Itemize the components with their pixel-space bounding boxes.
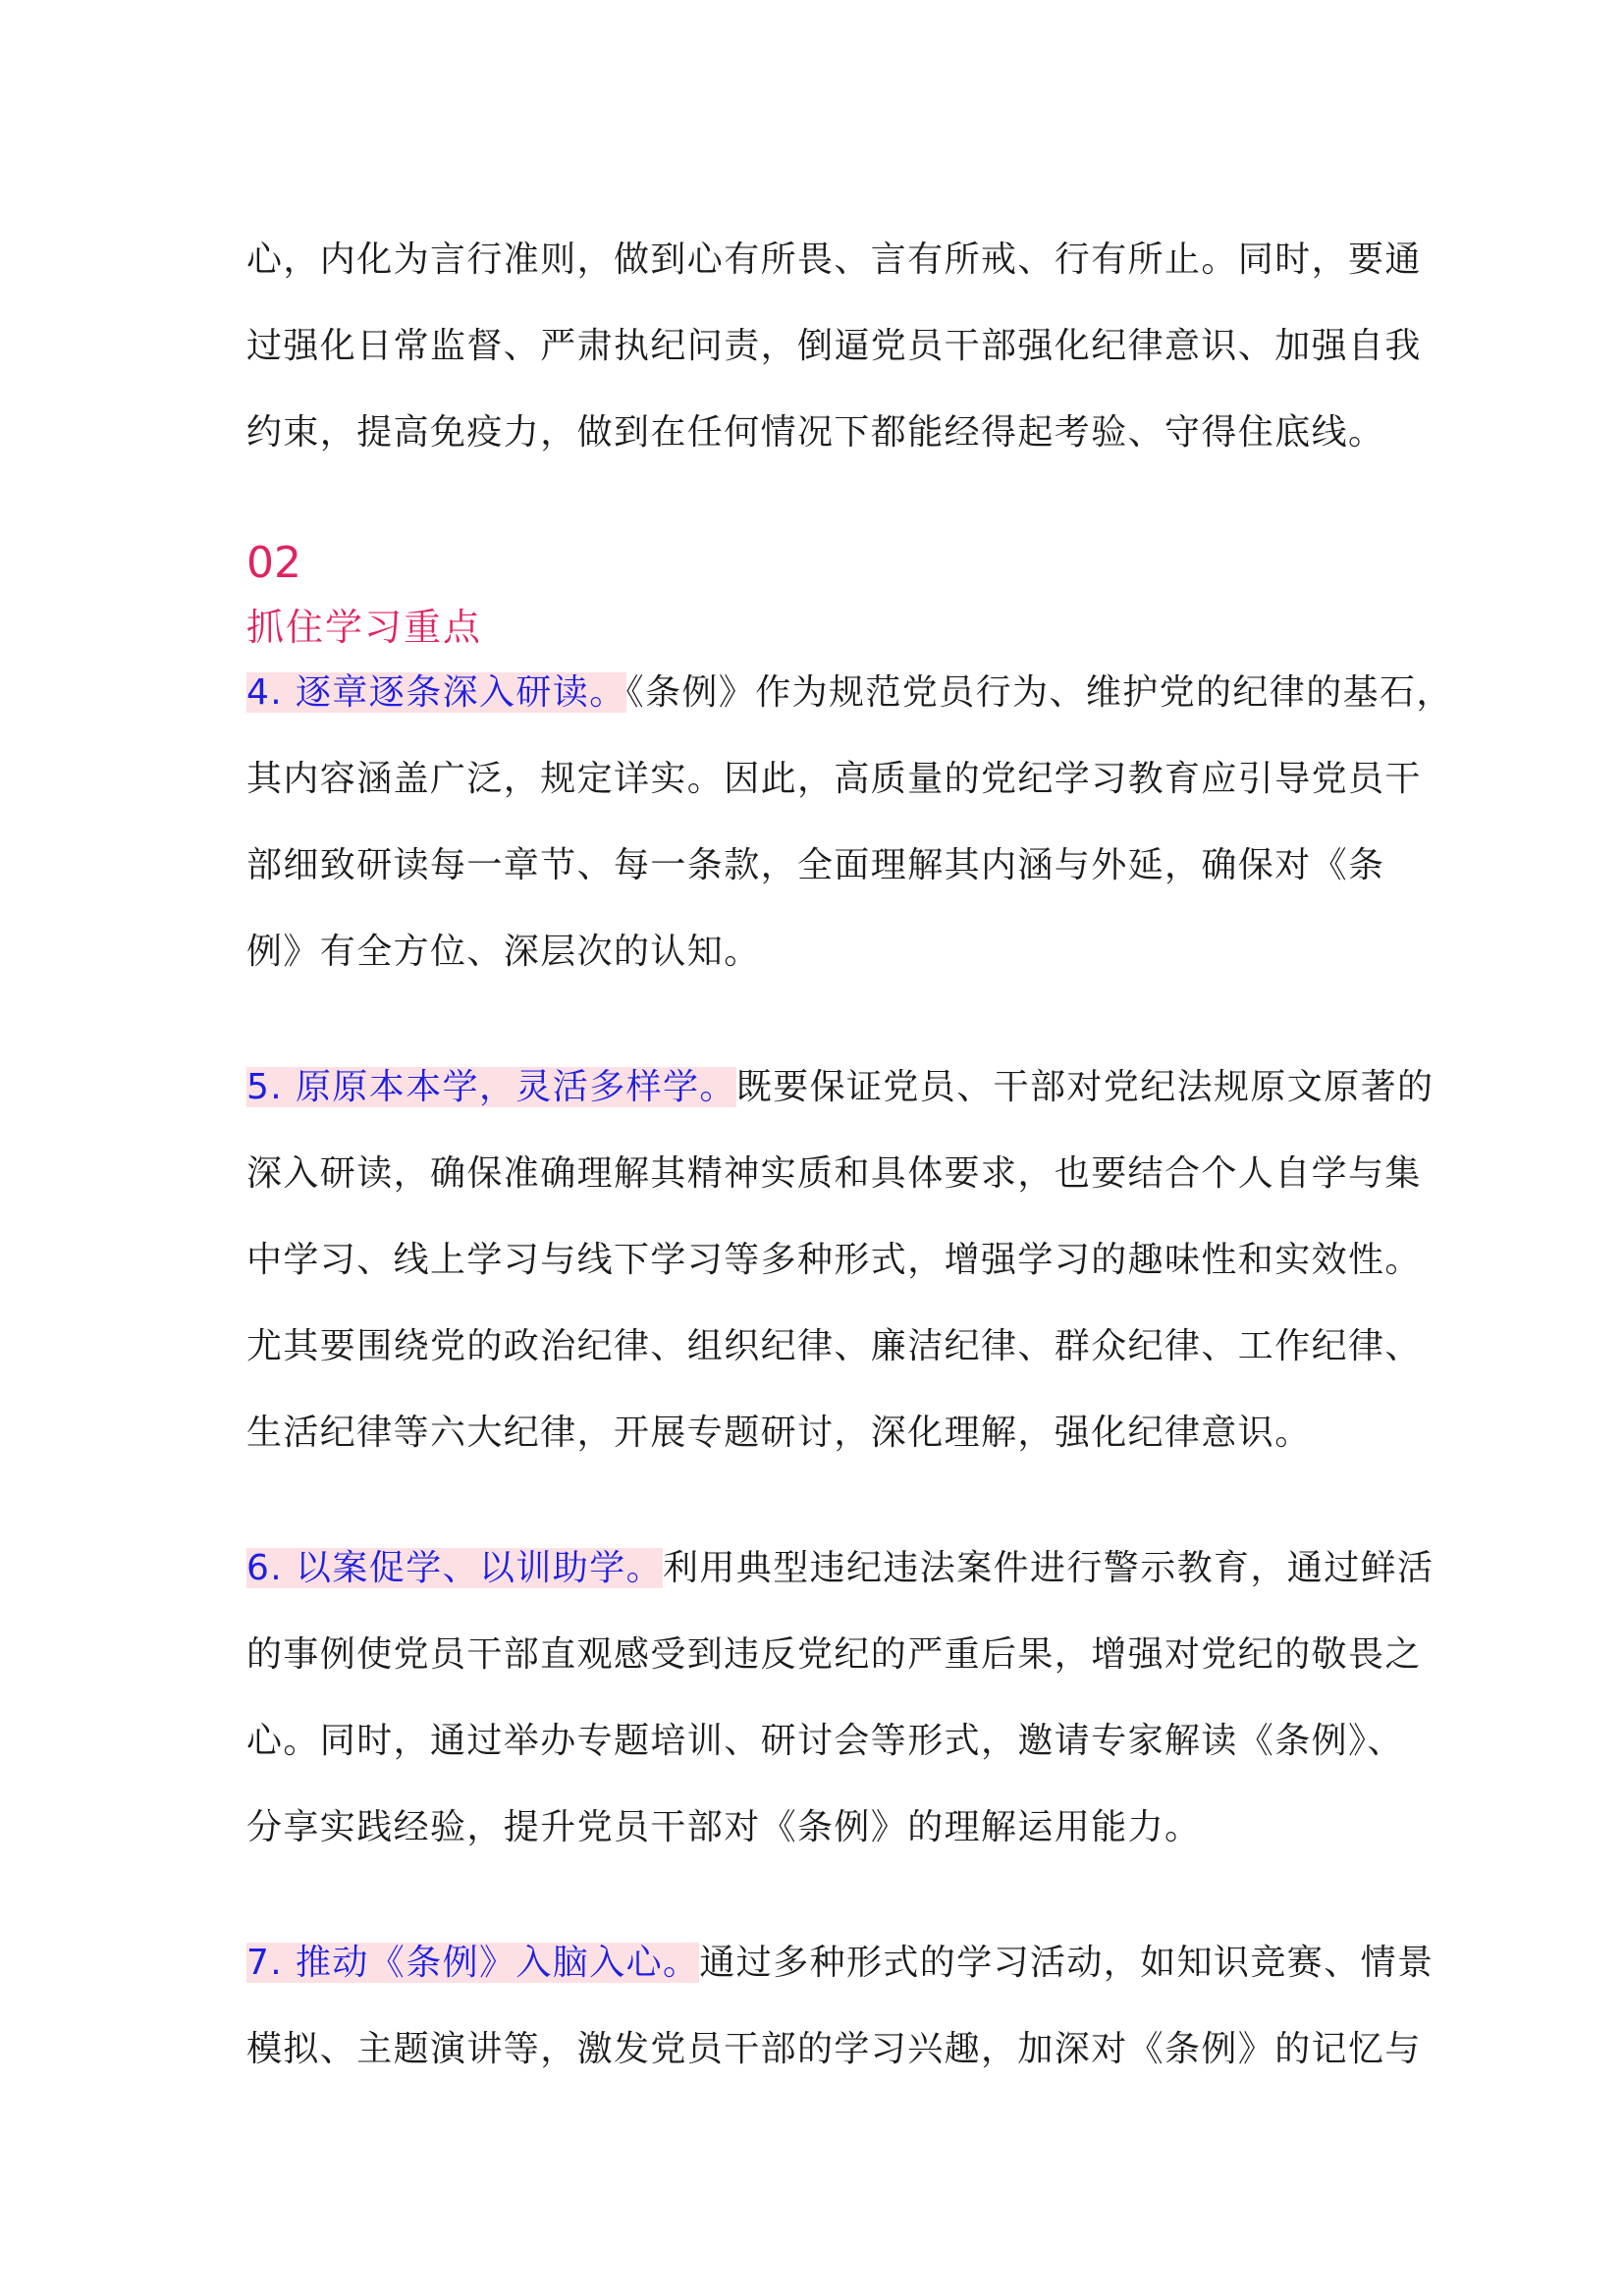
item-heading: 5. 原原本本学，灵活多样学。 [246,1067,736,1107]
paragraph-text: 利用典型违纪违法案件进行警示教育，通过鲜活 [663,1548,1435,1588]
intro-line: 约束，提高免疫力，做到在任何情况下都能经得起考验、守得住底线。 [246,412,1385,453]
paragraph-text: 通过多种形式的学习活动，如知识竞赛、情景 [699,1943,1435,1983]
paragraph-line: 深入研读，确保准确理解其精神实质和具体要求，也要结合个人自学与集 [246,1153,1422,1194]
intro-line: 心，内化为言行准则，做到心有所畏、言有所戒、行有所止。同时，要通 [246,240,1422,280]
paragraph-line: 尤其要围绕党的政治纪律、组织纪律、廉洁纪律、群众纪律、工作纪律、 [246,1326,1422,1366]
paragraph-first-line [246,1941,1435,1986]
paragraph-first-line [246,670,1453,716]
paragraph-text: 《条例》作为规范党员行为、维护党的纪律的基石， [625,672,1453,713]
section-number: 02 [246,538,301,588]
paragraph-line: 例》有全方位、深层次的认知。 [246,932,761,972]
paragraph-line: 心。同时，通过举办专题培训、研讨会等形式，邀请专家解读《条例》、 [246,1721,1404,1761]
section-title: 抓住学习重点 [246,606,483,649]
item-heading: 4. 逐章逐条深入研读。 [246,672,626,713]
paragraph-line: 生活纪律等六大纪律，开展专题研讨，深化理解，强化纪律意识。 [246,1413,1312,1453]
paragraph-line: 的事例使党员干部直观感受到违反党纪的严重后果，增强对党纪的敬畏之 [246,1634,1422,1675]
paragraph-line: 分享实践经验，提升党员干部对《条例》的理解运用能力。 [246,1807,1202,1847]
intro-line: 过强化日常监督、严肃执纪问责，倒逼党员干部强化纪律意识、加强自我 [246,326,1422,366]
item-heading: 7. 推动《条例》入脑入心。 [246,1943,700,1983]
paragraph-line: 其内容涵盖广泛，规定详实。因此，高质量的党纪学习教育应引导党员干 [246,759,1422,799]
paragraph-text: 既要保证党员、干部对党纪法规原文原著的 [735,1067,1435,1107]
paragraph-line: 模拟、主题演讲等，激发党员干部的学习兴趣，加深对《条例》的记忆与 [246,2029,1422,2069]
item-heading: 6. 以案促学、以训助学。 [246,1548,663,1588]
paragraph-line: 部细致研读每一章节、每一条款，全面理解其内涵与外延，确保对《条 [246,845,1385,885]
paragraph-first-line [246,1065,1435,1110]
paragraph-first-line [246,1546,1435,1591]
paragraph-line: 中学习、线上学习与线下学习等多种形式，增强学习的趣味性和实效性。 [246,1240,1422,1280]
